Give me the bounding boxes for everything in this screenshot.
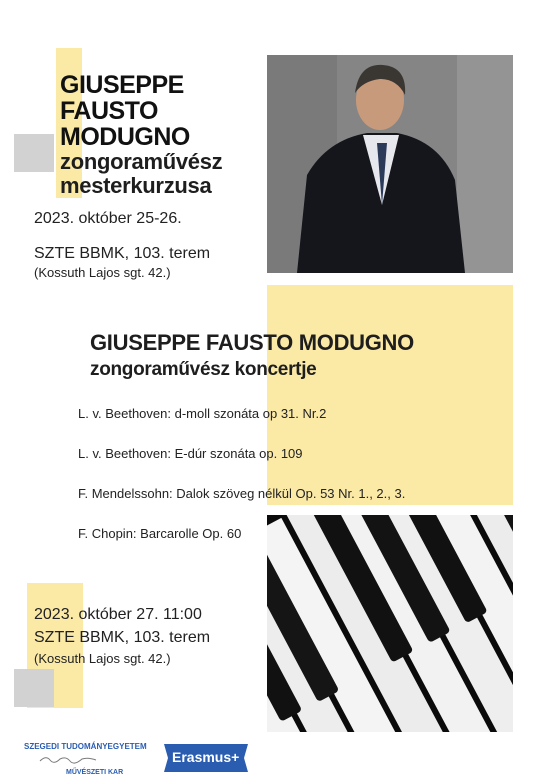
masterclass-venue: SZTE BBMK, 103. terem bbox=[34, 245, 211, 262]
decor-gray-square-top bbox=[14, 134, 54, 172]
program-item: L. v. Beethoven: d-moll szonáta op 31. Nr.2 bbox=[78, 406, 327, 421]
faculty-name: MŰVÉSZETI KAR bbox=[66, 769, 124, 776]
program-item: L. v. Beethoven: E-dúr szonáta op. 109 bbox=[78, 446, 303, 461]
masterclass-title bbox=[60, 72, 190, 150]
erasmus-text: Erasmus+ bbox=[172, 749, 240, 765]
masterclass-subtitle bbox=[60, 150, 222, 198]
masterclass-address: (Kossuth Lajos sgt. 42.) bbox=[34, 265, 171, 280]
erasmus-logo bbox=[160, 742, 252, 774]
program-item: F. Mendelssohn: Dalok szöveg nélkül Op. 53 Nr. 1., 2., 3. bbox=[78, 486, 406, 501]
program-item: F. Chopin: Barcarolle Op. 60 bbox=[78, 526, 242, 541]
concert-subtitle: zongoraművész koncertje bbox=[90, 359, 317, 380]
concert-title: GIUSEPPE FAUSTO MODUGNO bbox=[90, 330, 414, 355]
concert-address: (Kossuth Lajos sgt. 42.) bbox=[34, 651, 171, 666]
concert-venue: SZTE BBMK, 103. terem bbox=[34, 629, 211, 646]
masterclass-subtitle-line: mesterkurzusa bbox=[60, 173, 212, 198]
decor-gray-square-bottom bbox=[14, 669, 54, 707]
university-logo bbox=[24, 742, 154, 776]
pianist-portrait-photo bbox=[267, 55, 513, 273]
concert-datetime: 2023. október 27. 11:00 bbox=[34, 606, 202, 623]
decor-yellow-block-middle bbox=[267, 285, 513, 505]
signature-mark bbox=[38, 754, 98, 764]
portrait-illustration bbox=[267, 55, 513, 273]
masterclass-date: 2023. október 25-26. bbox=[34, 210, 182, 227]
piano-keys-image bbox=[267, 515, 513, 732]
masterclass-subtitle-line: zongoraművész bbox=[60, 149, 223, 174]
masterclass-title-line: GIUSEPPE bbox=[60, 71, 184, 99]
piano-keys-illustration bbox=[267, 515, 513, 732]
masterclass-title-line: FAUSTO bbox=[60, 97, 158, 125]
university-name: SZEGEDI TUDOMÁNYEGYETEM bbox=[24, 742, 147, 751]
masterclass-title-line: MODUGNO bbox=[60, 123, 190, 151]
